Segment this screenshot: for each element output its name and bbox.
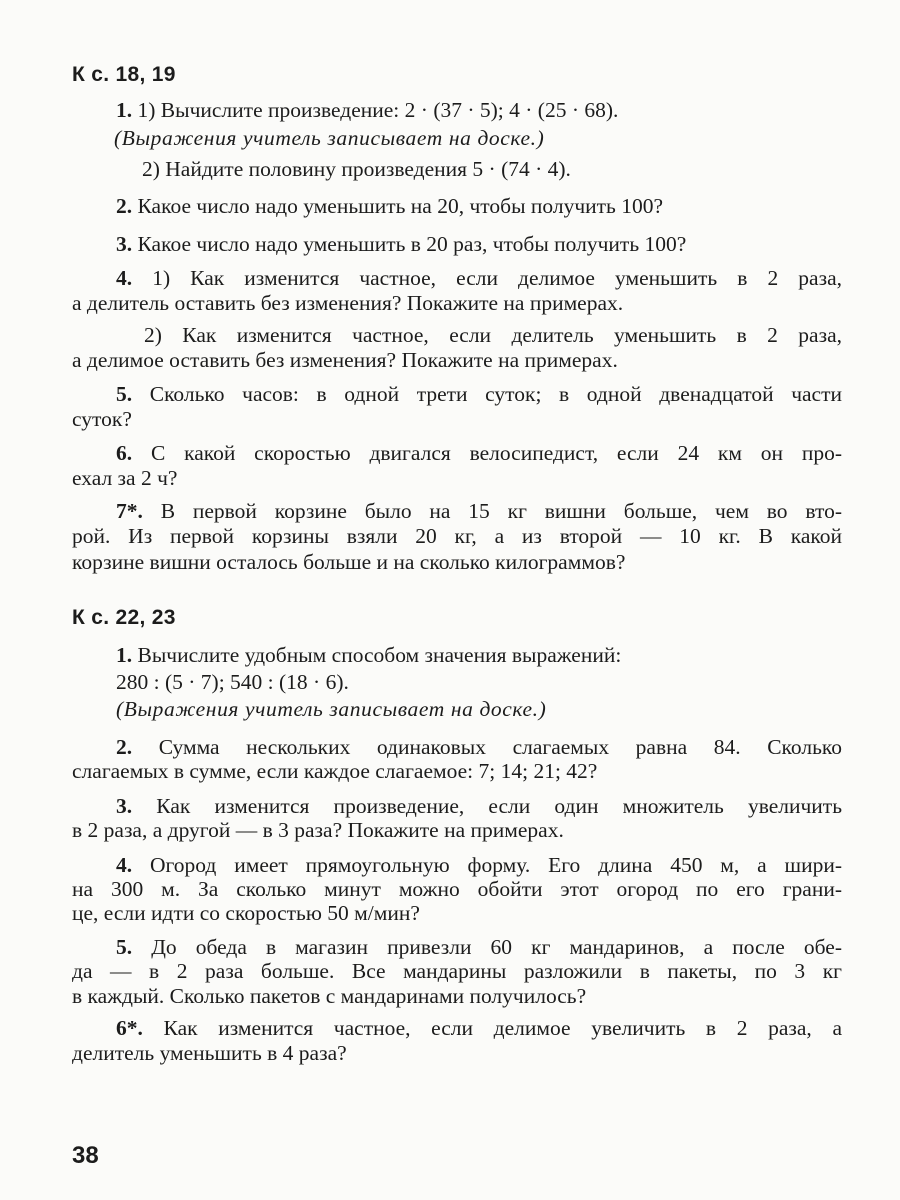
task-text: на 300 м. За сколько минут можно обойти этот огород по его грани- bbox=[72, 877, 842, 901]
task-text: в 2 раза, а другой — в 3 раза? Покажите на примерах. bbox=[72, 818, 564, 842]
task-number: 6*. bbox=[116, 1016, 143, 1040]
task-number: 2. bbox=[116, 194, 133, 218]
task-text: слагаемых в сумме, если каждое слагаемое: 7; 14; 21; 42? bbox=[72, 759, 598, 783]
task-text: С какой скоростью двигался велосипедист, если 24 км он про- bbox=[150, 441, 842, 465]
task-text: в каждый. Сколько пакетов с мандаринами получилось? bbox=[72, 984, 587, 1008]
task-number: 6. bbox=[116, 441, 133, 465]
task-text: 2) Как изменится частное, если делитель уменьшить в 2 раза, bbox=[144, 323, 842, 347]
section-title: К с. 22, 23 bbox=[72, 606, 176, 629]
task-text: Вычислите удобным способом значения выражений: bbox=[137, 643, 622, 667]
task-text: 2) Найдите половину произведения 5 · (74 · 4). bbox=[142, 157, 571, 181]
task-number: 4. bbox=[116, 853, 133, 877]
task-text: рой. Из первой корзины взяли 20 кг, а из второй — 10 кг. В какой bbox=[72, 524, 842, 548]
task-number: 4. bbox=[116, 266, 133, 290]
task-text: ехал за 2 ч? bbox=[72, 466, 178, 490]
task-text: Как изменится произведение, если один множитель увеличить bbox=[156, 794, 843, 818]
task-note: (Выражения учитель записывает на доске.) bbox=[116, 697, 547, 721]
task-number: 3. bbox=[116, 232, 133, 256]
task-text: В первой корзине было на 15 кг вишни больше, чем во вто- bbox=[160, 499, 842, 523]
section-title: К с. 18, 19 bbox=[72, 63, 176, 86]
task-line bbox=[116, 193, 886, 219]
task-text: Как изменится частное, если делимое увеличить в 2 раза, а bbox=[163, 1016, 842, 1040]
task-text: це, если идти со скоростью 50 м/мин? bbox=[72, 901, 420, 925]
task-number: 5. bbox=[116, 382, 133, 406]
task-note: (Выражения учитель записывает на доске.) bbox=[114, 126, 545, 150]
task-number: 5. bbox=[116, 935, 133, 959]
task-number: 7*. bbox=[116, 499, 143, 523]
task-text: 1) Вычислите произведение: 2 · (37 · 5); 4 · (25 · 68). bbox=[137, 98, 619, 122]
task-text: да — в 2 раза больше. Все мандарины разложили в пакеты, по 3 кг bbox=[72, 959, 842, 983]
task-line bbox=[116, 381, 842, 407]
task-text: Какое число надо уменьшить на 20, чтобы получить 100? bbox=[137, 194, 664, 218]
task-line bbox=[116, 734, 842, 760]
task-text: а делитель оставить без изменения? Покажите на примерах. bbox=[72, 291, 624, 315]
task-number: 1. bbox=[116, 98, 133, 122]
task-line bbox=[116, 934, 842, 960]
page-number: 38 bbox=[72, 1142, 99, 1169]
task-line bbox=[116, 498, 842, 524]
task-line bbox=[116, 440, 842, 466]
task-number: 1. bbox=[116, 643, 133, 667]
task-text: До обеда в магазин привезли 60 кг мандаринов, а после обе- bbox=[151, 935, 843, 959]
task-number: 2. bbox=[116, 735, 133, 759]
task-line bbox=[116, 1015, 842, 1041]
task-line bbox=[116, 852, 842, 878]
task-text: 280 : (5 · 7); 540 : (18 · 6). bbox=[116, 670, 349, 694]
task-text: а делимое оставить без изменения? Покажите на примерах. bbox=[72, 348, 618, 372]
task-text: Какое число надо уменьшить в 20 раз, чтобы получить 100? bbox=[137, 232, 687, 256]
task-text: Сколько часов: в одной трети суток; в одной двенадцатой части bbox=[149, 382, 842, 406]
task-line bbox=[116, 97, 842, 123]
task-text: корзине вишни осталось больше и на сколько килограммов? bbox=[72, 550, 626, 574]
task-number: 3. bbox=[116, 794, 133, 818]
task-line bbox=[116, 793, 842, 819]
task-text: делитель уменьшить в 4 раза? bbox=[72, 1041, 347, 1065]
task-line bbox=[116, 642, 886, 668]
task-text: 1) Как изменится частное, если делимое уменьшить в 2 раза, bbox=[152, 266, 843, 290]
task-line bbox=[116, 265, 842, 291]
task-text: суток? bbox=[72, 407, 132, 431]
task-text: Огород имеет прямоугольную форму. Его длина 450 м, а шири- bbox=[149, 853, 843, 877]
task-line bbox=[116, 231, 886, 257]
task-text: Сумма нескольких одинаковых слагаемых равна 84. Сколько bbox=[158, 735, 842, 759]
